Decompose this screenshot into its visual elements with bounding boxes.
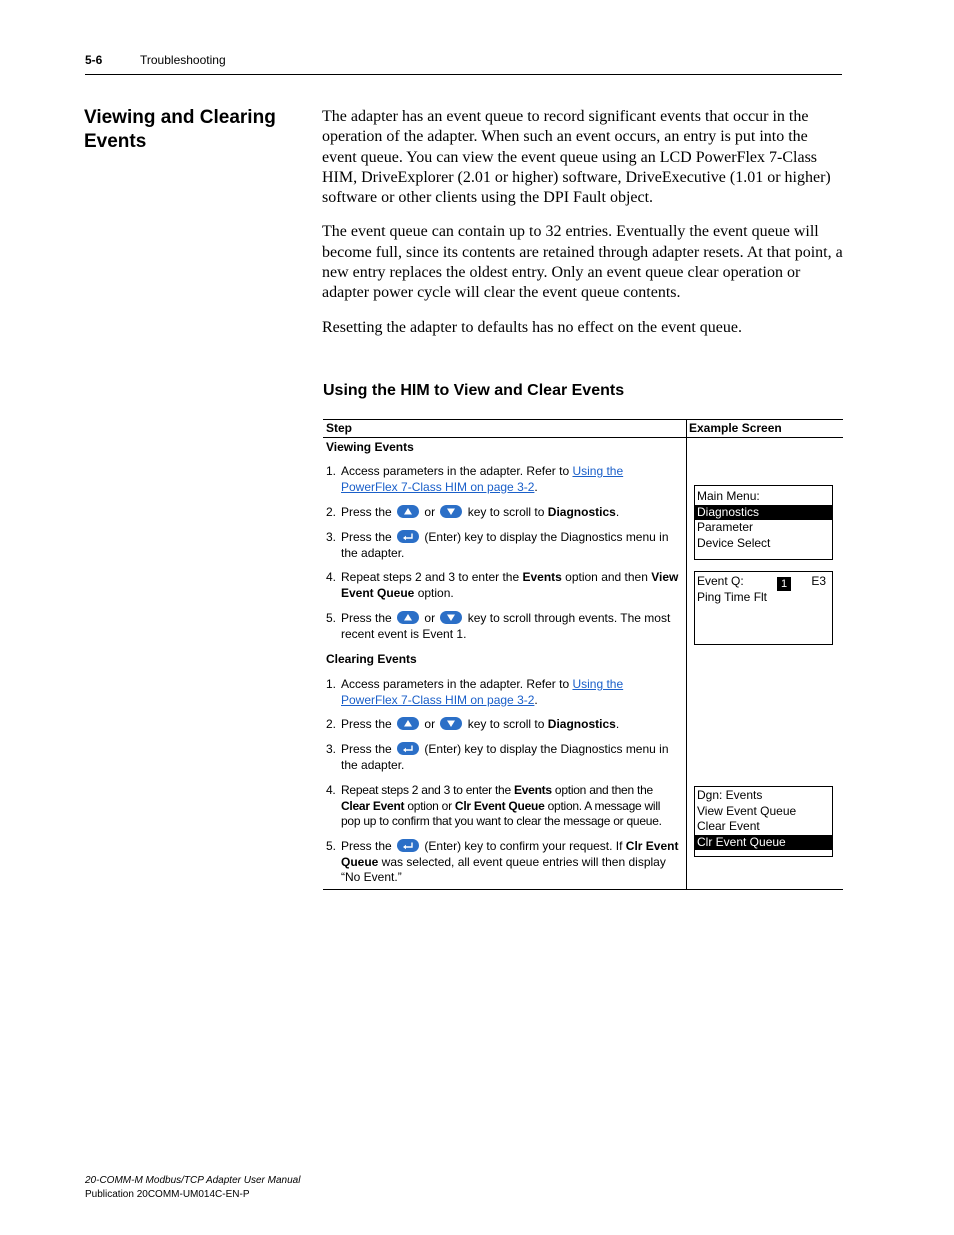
step-text: key to scroll to xyxy=(467,505,545,519)
step-number: 4. xyxy=(326,570,337,584)
up-arrow-key-icon xyxy=(397,505,419,518)
down-arrow-key-icon xyxy=(440,717,462,730)
step-text: option. A message will pop up to confirm that you want to clear the message or queue. xyxy=(341,798,662,828)
body-text xyxy=(322,107,844,352)
step-text: key to scroll to xyxy=(467,717,545,731)
step-text: Press the xyxy=(341,839,392,853)
lcd-line-selected: Diagnostics xyxy=(695,505,832,521)
up-arrow-key-icon xyxy=(397,611,419,624)
view-step-4 xyxy=(326,570,682,601)
column-header-step: Step xyxy=(326,421,353,435)
step-period: . xyxy=(615,717,620,731)
table-header-rule xyxy=(323,437,843,438)
step-text: option and then xyxy=(561,570,652,584)
lcd-main-menu xyxy=(694,485,833,560)
footer-manual-title: 20-COMM-M Modbus/TCP Adapter User Manual xyxy=(85,1175,301,1186)
step-keyword: Events xyxy=(513,783,552,797)
step-number: 3. xyxy=(326,530,337,544)
step-text: Press the xyxy=(341,530,392,544)
lcd-line xyxy=(695,574,832,590)
clear-step-5 xyxy=(326,839,682,886)
event-code: E3 xyxy=(811,574,826,588)
section-title: Viewing and Clearing Events xyxy=(84,107,276,152)
lcd-line: Parameter xyxy=(697,520,754,534)
up-arrow-key-icon xyxy=(397,717,419,730)
clear-step-2 xyxy=(326,717,682,733)
event-q-label: Event Q: xyxy=(697,574,744,588)
footer-publication: Publication 20COMM-UM014C-EN-P xyxy=(85,1189,250,1200)
column-header-example: Example Screen xyxy=(689,421,782,435)
powerflex-him-link[interactable]: Using the PowerFlex 7-Class HIM on page 3-2 xyxy=(341,677,624,707)
down-arrow-key-icon xyxy=(440,611,462,624)
step-text: Repeat steps 2 and 3 to enter the xyxy=(341,570,523,584)
step-keyword: Diagnostics xyxy=(547,717,616,731)
clearing-events-heading: Clearing Events xyxy=(326,652,417,666)
step-period: . xyxy=(615,505,620,519)
step-text: (Enter) key to display the Diagnostics menu in the adapter. xyxy=(341,530,669,560)
subsection-title: Using the HIM to View and Clear Events xyxy=(323,382,625,399)
step-text: Press the xyxy=(341,742,392,756)
page-number: 5-6 xyxy=(85,53,103,67)
clear-step-4 xyxy=(326,783,682,830)
lcd-events-menu xyxy=(694,786,833,857)
step-text: option or xyxy=(404,798,455,813)
step-number: 1. xyxy=(326,464,337,478)
step-number: 3. xyxy=(326,742,337,756)
down-arrow-key-icon xyxy=(440,505,462,518)
step-text: key to scroll through events. The most recent event is Event 1. xyxy=(341,611,671,641)
lcd-line-selected: Clr Event Queue xyxy=(695,835,832,851)
view-step-3 xyxy=(326,530,682,561)
header-rule xyxy=(85,74,842,75)
step-number: 2. xyxy=(326,505,337,519)
clear-step-3 xyxy=(326,742,682,773)
step-keyword: View Event Queue xyxy=(341,570,679,600)
lcd-line: Device Select xyxy=(697,535,771,550)
step-text: option and then the xyxy=(551,783,653,797)
lcd-event-queue xyxy=(694,571,833,645)
lcd-line: Dgn: Events xyxy=(697,788,763,802)
step-text: Press the xyxy=(341,717,392,731)
step-number: 5. xyxy=(326,839,337,853)
step-text: was selected, all event queue entries will then display “No Event.” xyxy=(341,854,666,884)
step-keyword: Diagnostics xyxy=(547,505,616,519)
step-text: or xyxy=(424,611,436,625)
enter-key-icon xyxy=(397,839,419,852)
viewing-events-heading: Viewing Events xyxy=(326,440,414,454)
step-text: or xyxy=(424,505,436,519)
step-text: (Enter) key to display the Diagnostics menu in the adapter. xyxy=(341,742,669,772)
paragraph-1: The adapter has an event queue to record significant events that occur in the operation of the adapter. When such an event occurs, an entry is put into the event queue. You can view the event queue using an LCD PowerFlex 7-Class HIM, DriveExplorer (2.01 or higher) software, DriveExecutive (1.01 or higher) software or other clients using the DPI Fault object. xyxy=(322,108,831,207)
step-keyword: Clear Event xyxy=(341,798,405,813)
lcd-line: Ping Time Flt xyxy=(697,589,768,604)
step-keyword: Events xyxy=(522,570,562,584)
step-text: Press the xyxy=(341,611,392,625)
step-period: . xyxy=(534,479,538,494)
step-number: 4. xyxy=(326,783,336,797)
paragraph-2: The event queue can contain up to 32 entries. Eventually the event queue will become full, since its contents are retained through adapter resets. At that point, a new entry replaces the oldest entry. Only an event queue clear operation or adapter power cycle will clear the event queue contents. xyxy=(322,223,843,302)
step-keyword: Clr Event Queue xyxy=(454,798,545,813)
powerflex-him-link[interactable]: Using the PowerFlex 7-Class HIM on page 3-2 xyxy=(341,464,624,494)
step-text: Access parameters in the adapter. Refer to xyxy=(341,677,573,691)
step-text: Press the xyxy=(341,505,392,519)
step-number: 1. xyxy=(326,677,337,691)
step-text: option. xyxy=(414,585,454,600)
step-text: Repeat steps 2 and 3 to enter the xyxy=(341,783,514,797)
paragraph-3: Resetting the adapter to defaults has no effect on the event queue. xyxy=(322,318,742,336)
view-step-2 xyxy=(326,505,682,521)
table-column-divider xyxy=(686,419,687,890)
step-text: or xyxy=(424,717,436,731)
event-index: 1 xyxy=(777,577,791,591)
view-step-5 xyxy=(326,611,682,642)
table-top-rule xyxy=(323,419,843,420)
step-keyword: Clr Event Queue xyxy=(341,839,679,869)
clear-step-1 xyxy=(326,677,682,708)
step-text: (Enter) key to confirm your request. If xyxy=(424,839,626,853)
step-text: Access parameters in the adapter. Refer to xyxy=(341,464,573,478)
step-period: . xyxy=(534,692,538,707)
view-step-1 xyxy=(326,464,682,495)
running-header: Troubleshooting xyxy=(140,53,226,67)
enter-key-icon xyxy=(397,530,419,543)
lcd-line: Clear Event xyxy=(697,819,760,833)
step-number: 2. xyxy=(326,717,337,731)
table-bottom-rule xyxy=(323,889,843,890)
lcd-line: Main Menu: xyxy=(697,489,760,503)
lcd-line: View Event Queue xyxy=(697,803,797,818)
step-number: 5. xyxy=(326,611,337,625)
enter-key-icon xyxy=(397,742,419,755)
